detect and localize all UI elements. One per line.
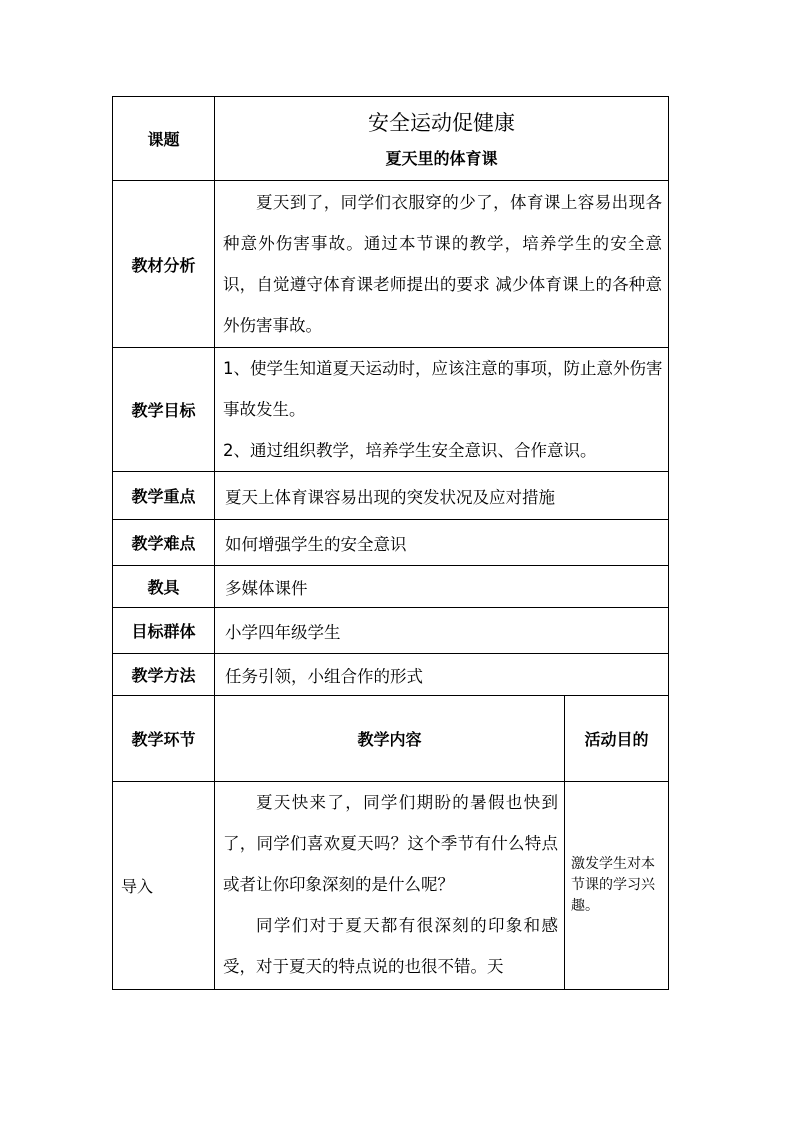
- key-point-row: [113, 472, 669, 520]
- difficulty-text: 如何增强学生的安全意识: [215, 520, 669, 566]
- lesson-plan-table: [112, 96, 669, 990]
- stage-cell: 导入: [113, 782, 215, 990]
- goal-item: 2、通过组织教学，培养学生安全意识、合作意识。: [223, 441, 597, 460]
- content-header: 教学内容: [215, 696, 565, 782]
- topic-cell: [215, 97, 669, 181]
- content-paragraph: 夏天快来了，同学们期盼的暑假也快到了，同学们喜欢夏天吗？这个季节有什么特点或者让你印象深刻的是什么呢？: [223, 793, 558, 894]
- topic-row: [113, 97, 669, 181]
- method-row: [113, 654, 669, 696]
- audience-row: [113, 608, 669, 654]
- tools-row: [113, 566, 669, 608]
- topic-label: 课题: [113, 97, 215, 181]
- difficulty-row: [113, 520, 669, 566]
- tools-label: 教具: [113, 566, 215, 608]
- goals-cell: [215, 348, 669, 472]
- audience-text: 小学四年级学生: [215, 608, 669, 654]
- tools-text: 多媒体课件: [215, 566, 669, 608]
- process-header-row: [113, 696, 669, 782]
- goals-label: 教学目标: [113, 348, 215, 472]
- lesson-subtitle: 夏天里的体育课: [385, 149, 498, 168]
- content-cell: [215, 782, 565, 990]
- method-label: 教学方法: [113, 654, 215, 696]
- difficulty-label: 教学难点: [113, 520, 215, 566]
- key-point-text: 夏天上体育课容易出现的突发状况及应对措施: [215, 472, 669, 520]
- lesson-title: 安全运动促健康: [368, 111, 515, 135]
- analysis-label: 教材分析: [113, 181, 215, 348]
- stage-header: 教学环节: [113, 696, 215, 782]
- process-row: [113, 782, 669, 990]
- audience-label: 目标群体: [113, 608, 215, 654]
- key-point-label: 教学重点: [113, 472, 215, 520]
- analysis-text: 夏天到了，同学们衣服穿的少了，体育课上容易出现各种意外伤害事故。通过本节课的教学，培养学生的安全意识，自觉遵守体育课老师提出的要求 减少体育课上的各种意外伤害事故。: [215, 181, 669, 348]
- analysis-row: [113, 181, 669, 348]
- content-paragraph: 同学们对于夏天都有很深刻的印象和感受，对于夏天的特点说的也很不错。天: [223, 916, 558, 976]
- method-text: 任务引领，小组合作的形式: [215, 654, 669, 696]
- goal-item: 1、使学生知道夏天运动时，应该注意的事项，防止意外伤害事故发生。: [223, 359, 663, 419]
- goals-row: [113, 348, 669, 472]
- purpose-cell: 激发学生对本节课的学习兴趣。: [565, 782, 669, 990]
- purpose-header: 活动目的: [565, 696, 669, 782]
